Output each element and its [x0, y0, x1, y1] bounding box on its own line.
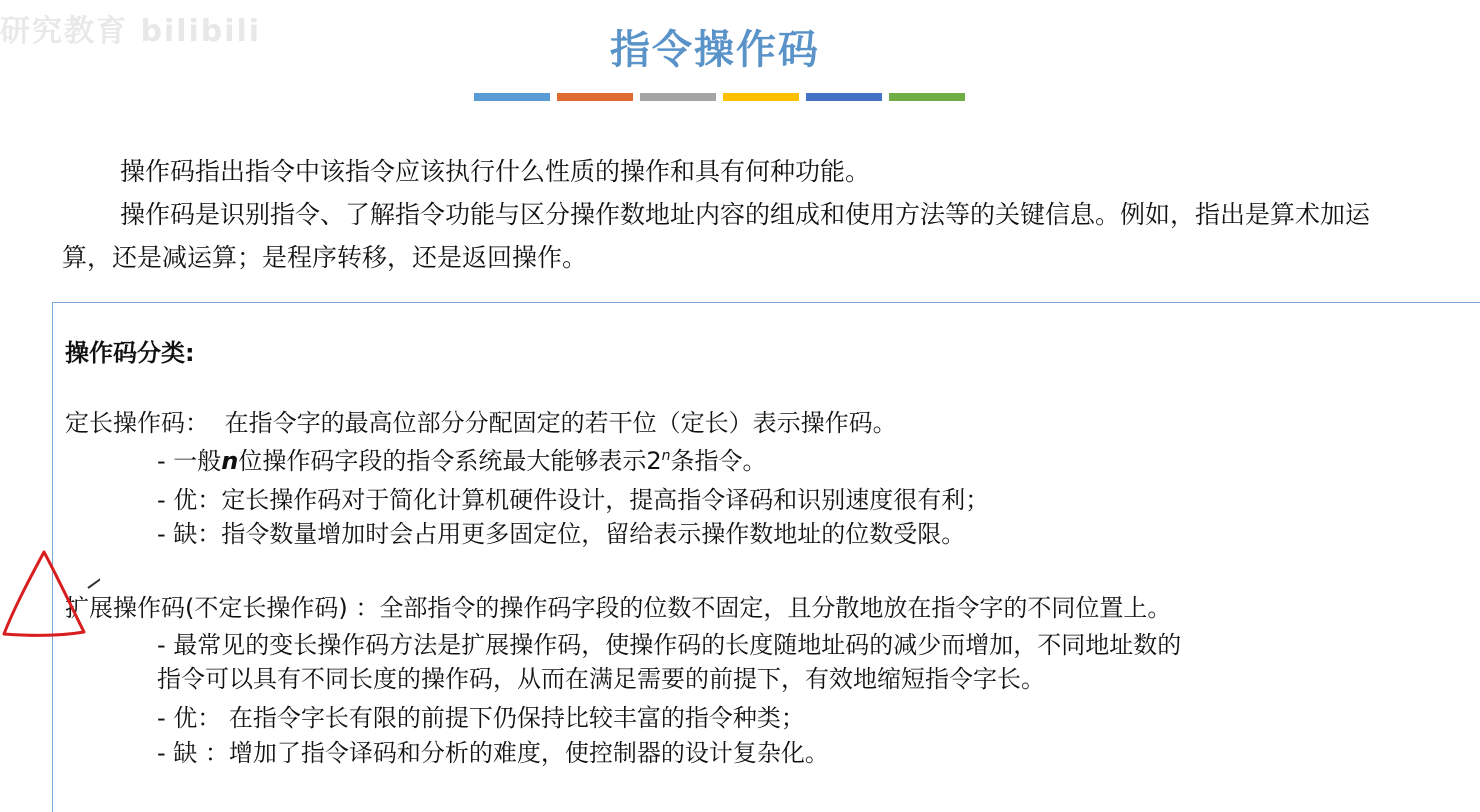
expand-opcode-line: [65, 588, 1171, 623]
expand-opcode-item-1-line-1: - 最常见的变长操作码方法是扩展操作码，使操作码的长度随地址码的减少而增加，不同地址数的: [157, 631, 1182, 659]
fixed-opcode-item-1: [157, 441, 767, 476]
intro-paragraph-2: 操作码是识别指令、了解指令功能与区分操作数地址内容的组成和使用方法等的关键信息。例如，指出是算术加运算，还是减运算；是程序转移，还是返回操作。: [62, 200, 1371, 272]
expand-opcode-pro: - 优： 在指令字长有限的前提下仍保持比较丰富的指令种类；: [157, 704, 805, 732]
expand-opcode-con: - 缺 ：增加了指令译码和分析的难度，使控制器的设计复杂化。: [157, 739, 829, 767]
fixed-opcode-line: [65, 403, 897, 438]
color-segment: [557, 93, 633, 101]
classification-panel: [52, 302, 1480, 812]
expand-opcode-desc: 全部指令的操作码字段的位数不固定，且分散地放在指令字的不同位置上。: [379, 594, 1172, 622]
text-span: 条指令。: [670, 447, 767, 475]
page-title: 指令操作码: [610, 27, 820, 73]
color-segment: [723, 93, 799, 101]
color-segment: [889, 93, 965, 101]
fixed-opcode-label: 定长操作码：: [65, 409, 209, 437]
panel-heading: 操作码分类:: [65, 339, 195, 367]
watermark: 研究教育 bilibili: [0, 14, 262, 49]
fixed-opcode-con: - 缺：指令数量增加时会占用更多固定位，留给表示操作数地址的位数受限。: [157, 520, 966, 548]
color-segment: [806, 93, 882, 101]
fixed-opcode-pro: - 优：定长操作码对于简化计算机硬件设计，提高指令译码和识别速度很有利；: [157, 486, 990, 514]
expand-opcode-label: 扩展操作码(不定长操作码) ：: [65, 594, 380, 622]
text-span: - 一般: [157, 447, 222, 475]
red-triangle-annotation-icon: [0, 548, 100, 648]
color-segment: [474, 93, 550, 101]
intro: [62, 150, 1392, 279]
superscript-n: n: [661, 448, 671, 464]
fixed-opcode-desc: 在指令字的最高位部分分配固定的若干位（定长）表示操作码。: [224, 409, 897, 437]
color-bar: [474, 93, 965, 101]
expand-opcode-item-1-line-2: 指令可以具有不同长度的操作码，从而在满足需要的前提下，有效地缩短指令字长。: [157, 665, 1045, 693]
intro-paragraph-1: 操作码指出指令中该指令应该执行什么性质的操作和具有何种功能。: [120, 157, 871, 186]
color-segment: [640, 93, 716, 101]
text-span: 位操作码字段的指令系统最大能够表示2: [238, 447, 662, 475]
n-variable: n: [221, 447, 239, 475]
